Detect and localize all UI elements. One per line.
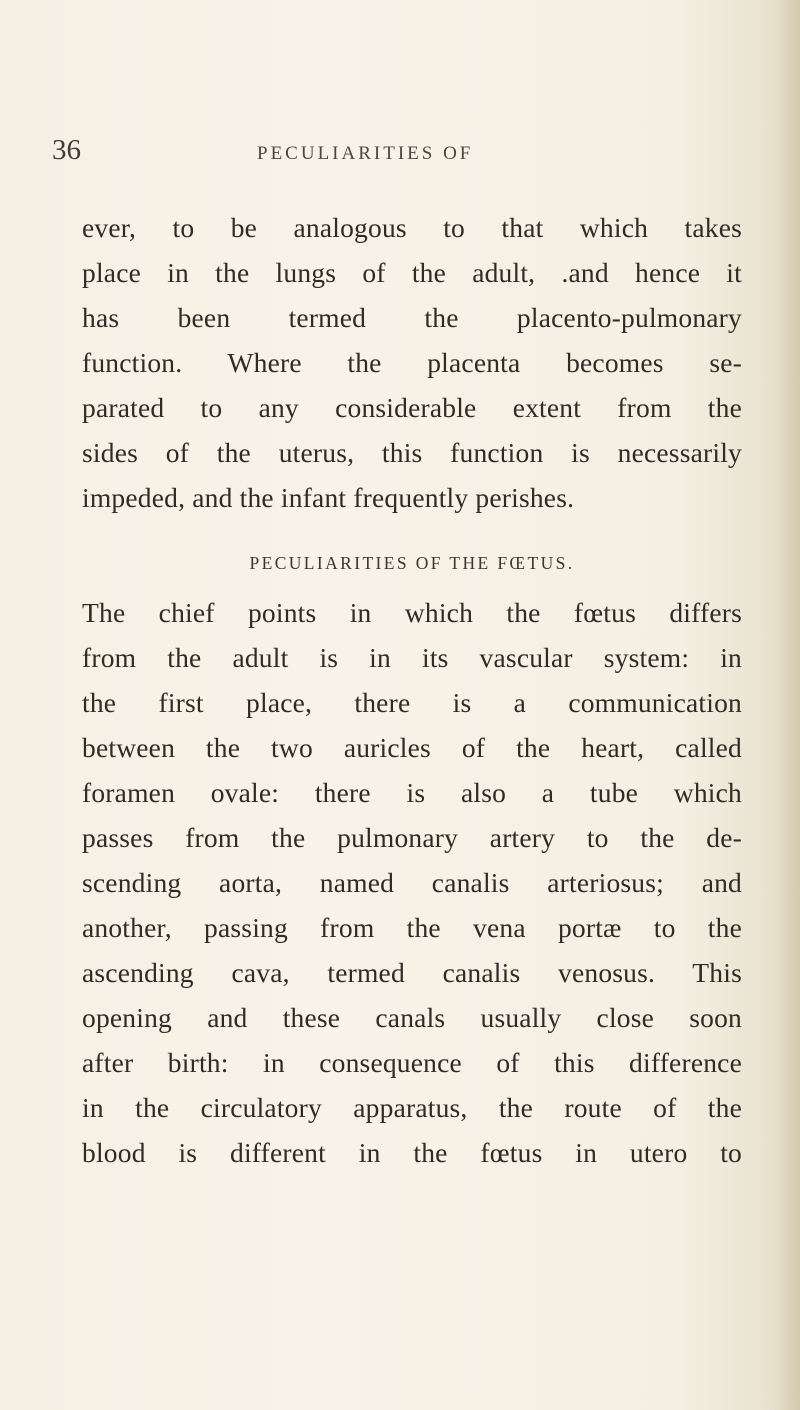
text-line: parated to any considerable extent from the bbox=[82, 392, 742, 423]
paragraph-foetus bbox=[82, 590, 742, 1175]
text-line: passes from the pulmonary artery to the de- bbox=[82, 822, 742, 853]
text-line: ever, to be analogous to that which takes bbox=[82, 212, 742, 243]
text-line: impeded, and the infant frequently perishes. bbox=[82, 482, 575, 513]
text-line: from the adult is in its vascular system: in bbox=[82, 642, 742, 673]
text-line: The chief points in which the fœtus differs bbox=[82, 597, 742, 628]
page-number: 36 bbox=[52, 134, 81, 166]
paragraph-placenta bbox=[82, 205, 742, 520]
text-line: ascending cava, termed canalis venosus. This bbox=[82, 957, 742, 988]
text-line: foramen ovale: there is also a tube which bbox=[82, 777, 742, 808]
running-title: PECULIARITIES OF bbox=[257, 143, 474, 164]
section-heading: PECULIARITIES OF THE FŒTUS. bbox=[249, 553, 575, 573]
text-line: between the two auricles of the heart, called bbox=[82, 732, 742, 763]
text-line: in the circulatory apparatus, the route of the bbox=[82, 1092, 742, 1123]
text-line: after birth: in consequence of this difference bbox=[82, 1047, 742, 1078]
body-text bbox=[82, 205, 742, 1175]
text-line: function. Where the placenta becomes se- bbox=[82, 347, 742, 378]
text-line: place in the lungs of the adult, .and hence it bbox=[82, 257, 742, 288]
text-line: the first place, there is a communication bbox=[82, 687, 742, 718]
text-line: blood is different in the fœtus in utero to bbox=[82, 1137, 742, 1168]
text-line: another, passing from the vena portæ to the bbox=[82, 912, 742, 943]
running-head bbox=[52, 130, 742, 170]
text-line: sides of the uterus, this function is necessarily bbox=[82, 437, 742, 468]
text-line: scending aorta, named canalis arteriosus; and bbox=[82, 867, 742, 898]
text-line: has been termed the placento-pulmonary bbox=[82, 302, 742, 333]
text-line: opening and these canals usually close soon bbox=[82, 1002, 742, 1033]
